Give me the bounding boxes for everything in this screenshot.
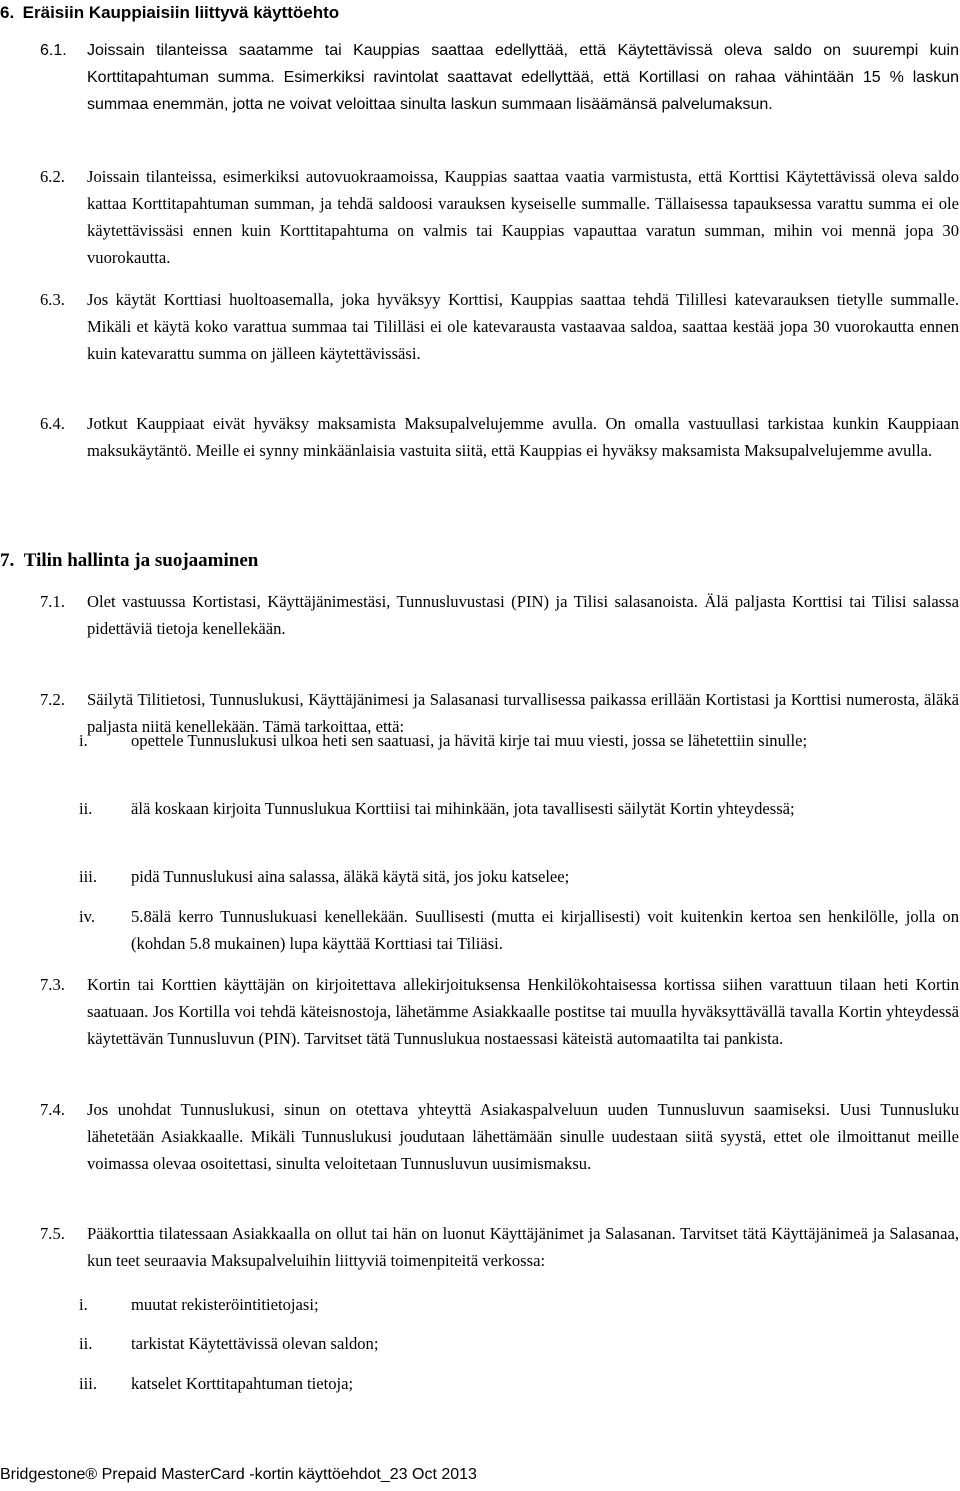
page-footer: Bridgestone® Prepaid MasterCard -kortin käyttöehdot_23 Oct 2013 xyxy=(0,1466,477,1483)
list-item-text: katselet Korttitapahtuman tietoja; xyxy=(131,1374,354,1393)
section-7-title: 7. Tilin hallinta ja suojaaminen xyxy=(0,550,259,571)
list-item-number: ii. xyxy=(79,799,93,818)
list-item-text: muutat rekisteröintitietojasi; xyxy=(131,1295,319,1314)
list-item-text: 5.8älä kerro Tunnuslukuasi kenellekään. Suullisesti (mutta ei kirjallisesti) voit kuitenkin kertoa sen henkilölle, jolla on (kohdan 5.8 mukainen) lupa käyttää Korttiasi tai Tiliäsi. xyxy=(131,907,959,953)
clause-number: 6.3. xyxy=(40,290,65,309)
list-item-number: iii. xyxy=(79,1374,97,1393)
clause-text: Olet vastuussa Kortistasi, Käyttäjänimestäsi, Tunnusluvustasi (PIN) ja Tilisi salasanoista. Älä paljasta Korttisi tai Tilisi salassa pidettäviä tietoja kenellekään. xyxy=(87,592,959,638)
list-item-text: pidä Tunnuslukusi aina salassa, äläkä käytä sitä, jos joku katselee; xyxy=(131,867,570,886)
section-6-title: 6. Eräisiin Kauppiaisiin liittyvä käyttöehto xyxy=(0,3,340,22)
clause-number: 6.1. xyxy=(40,42,67,59)
clause-text: Jotkut Kauppiaat eivät hyväksy maksamista Maksupalvelujemme avulla. On omalla vastuullasi tarkistaa kunkin Kauppiaan maksukäytäntö. Meille ei synny minkäänlaisia vastuita siitä, että Kauppias ei hyväksy maksamista Maksupalvelujemme avulla. xyxy=(87,414,959,460)
list-item-text: älä koskaan kirjoita Tunnuslukua Korttiisi tai mihinkään, jota tavallisesti säilytät Kortin yhteydessä; xyxy=(131,799,795,818)
list-item-text: tarkistat Käytettävissä olevan saldon; xyxy=(131,1334,379,1353)
clause-number: 7.5. xyxy=(40,1224,65,1243)
clause-text: Joissain tilanteissa, esimerkiksi autovuokraamoissa, Kauppias saattaa vaatia varmistusta, että Korttisi Käytettävissä oleva saldo kattaa Korttitapahtuman summan, ja tehdä saldoosi varauksen kyseiselle summalle. Tällaisessa tapauksessa varattu summa ei ole käytettävissäsi ennen kuin Korttitapahtuma on valmis tai Kauppias vapauttaa varatun summan, mihin voi mennä jopa 30 vuorokautta. xyxy=(87,167,959,267)
clause-number: 7.1. xyxy=(40,592,65,611)
clause-text: Pääkorttia tilatessaan Asiakkaalla on ollut tai hän on luonut Käyttäjänimet ja Salasanan. Tarvitset tätä Käyttäjänimeä ja Salasanaa, kun teet seuraavia Maksupalveluihin liittyviä toimenpiteitä verkossa: xyxy=(87,1224,959,1270)
clause-text: Joissain tilanteissa saatamme tai Kauppias saattaa edellyttää, että Käytettävissä oleva saldo on suurempi kuin Korttitapahtuman summa. Esimerkiksi ravintolat saattavat edellyttää, että Kortillasi on rahaa vähintään 15 % laskun summaa enemmän, jotta ne voivat veloittaa sinulta laskun summaan lisäämänsä palvelumaksun. xyxy=(87,42,959,113)
clause-number: 6.4. xyxy=(40,414,65,433)
list-item-number: iv. xyxy=(79,907,95,926)
list-item-text: opettele Tunnuslukusi ulkoa heti sen saatuasi, ja hävitä kirje tai muu viesti, jossa se lähetettiin sinulle; xyxy=(131,731,808,750)
clause-number: 7.3. xyxy=(40,975,65,994)
list-item-number: ii. xyxy=(79,1334,93,1353)
clause-number: 6.2. xyxy=(40,167,65,186)
clause-number: 7.4. xyxy=(40,1100,65,1119)
list-item-number: iii. xyxy=(79,867,97,886)
clause-text: Jos käytät Korttiasi huoltoasemalla, joka hyväksyy Korttisi, Kauppias saattaa tehdä Tilillesi katevarauksen tietylle summalle. Mikäli et käytä koko varattua summaa tai Tililläsi ei ole katevarausta vastaavaa saldoa, saattaa kestää jopa 30 vuorokautta ennen kuin katevarattu summa on jälleen käytettävissäsi. xyxy=(87,290,959,363)
clause-text: Jos unohdat Tunnuslukusi, sinun on otettava yhteyttä Asiakaspalveluun uuden Tunnusluvun saamiseksi. Uusi Tunnusluku lähetetään Asiakkaalle. Mikäli Tunnuslukusi joudutaan lähettämään sinulle uudestaan siitä syystä, ettet ole ilmoittanut meille voimassa olevaa osoitettasi, sinulta veloitetaan Tunnusluvun uusimismaksu. xyxy=(87,1100,959,1173)
list-item-number: i. xyxy=(79,731,88,750)
clause-text: Kortin tai Korttien käyttäjän on kirjoitettava allekirjoituksensa Henkilökohtaisessa kortissa siihen varattuun tilaan heti Kortin saatuaan. Jos Kortilla voi tehdä käteisnostoja, lähetämme Asiakkaalle postitse tai muulla hyväksyttävällä tavalla Kortin yhteydessä käytettävän Tunnusluvun (PIN). Tarvitset tätä Tunnuslukua nostaessasi käteistä automaatilta tai pankista. xyxy=(87,975,959,1048)
list-item-number: i. xyxy=(79,1295,88,1314)
clause-number: 7.2. xyxy=(40,690,65,709)
clause-text: Säilytä Tilitietosi, Tunnuslukusi, Käyttäjänimesi ja Salasanasi turvallisessa paikassa erillään Kortistasi ja Korttisi numerosta, äläkä paljasta niitä kenellekään. Tämä tarkoittaa, että: xyxy=(87,690,959,736)
